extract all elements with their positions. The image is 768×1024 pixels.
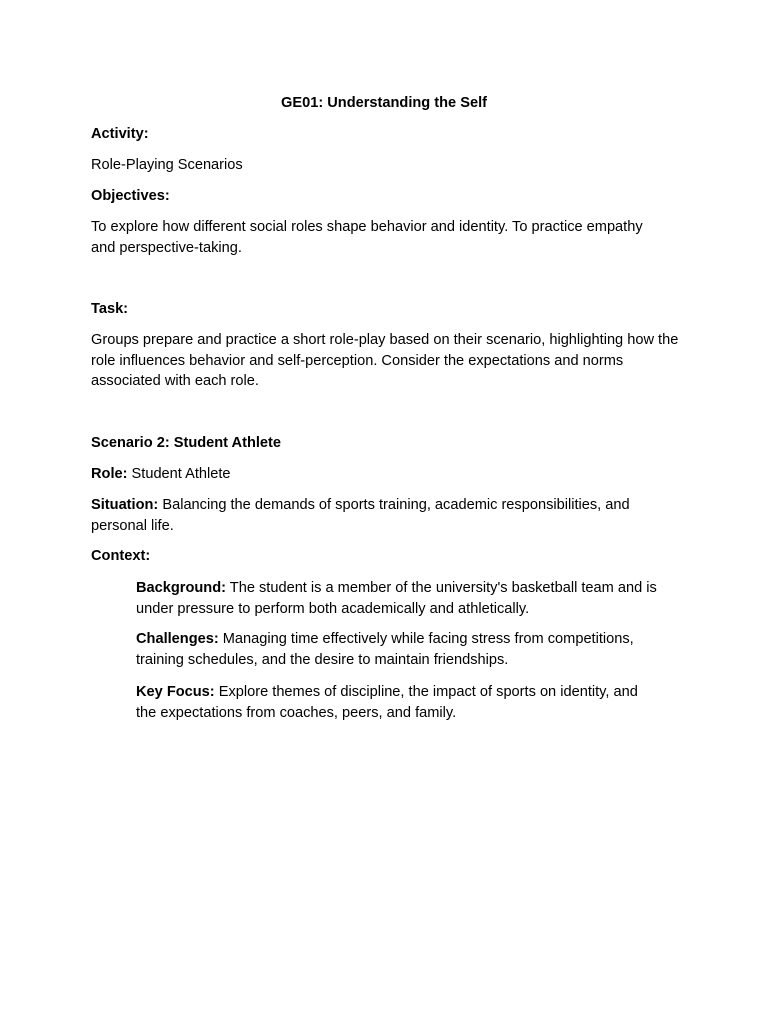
situation-text: Balancing the demands of sports training, academic responsibilities, and personal life. [91,497,630,534]
challenges-text: Managing time effectively while facing stress from competitions, training schedules, and the desire to maintain friendships. [136,631,634,668]
task-heading: Task: [91,301,129,317]
role-text: Student Athlete [127,466,231,482]
key-focus-label: Key Focus: [136,684,215,700]
document-title: GE01: Understanding the Self [281,95,487,111]
situation-label: Situation: [91,497,159,513]
role-label: Role: [91,466,128,482]
role-line [91,464,691,485]
situation-line [91,495,666,536]
challenges-label: Challenges: [136,631,219,647]
task-text: Groups prepare and practice a short role-play based on their scenario, highlighting how the role influences behavior and self-perception. Consider the expectations and norms associated with each role. [91,332,679,389]
key-focus-item [136,682,661,723]
background-item [136,578,681,619]
key-focus-text: Explore themes of discipline, the impact of sports on identity, and the expectations from coaches, peers, and family. [136,684,638,721]
scenario-heading: Scenario 2: Student Athlete [91,435,282,451]
background-text: The student is a member of the university's basketball team and is under pressure to perform both academically and athletically. [136,580,657,617]
activity-text: Role-Playing Scenarios [91,157,243,173]
objectives-heading: Objectives: [91,188,170,204]
challenges-item [136,629,666,670]
background-label: Background: [136,580,226,596]
objectives-text: To explore how different social roles shape behavior and identity. To practice empathy and perspective-taking. [91,219,643,256]
context-heading: Context: [91,548,151,564]
activity-heading: Activity: [91,126,149,142]
